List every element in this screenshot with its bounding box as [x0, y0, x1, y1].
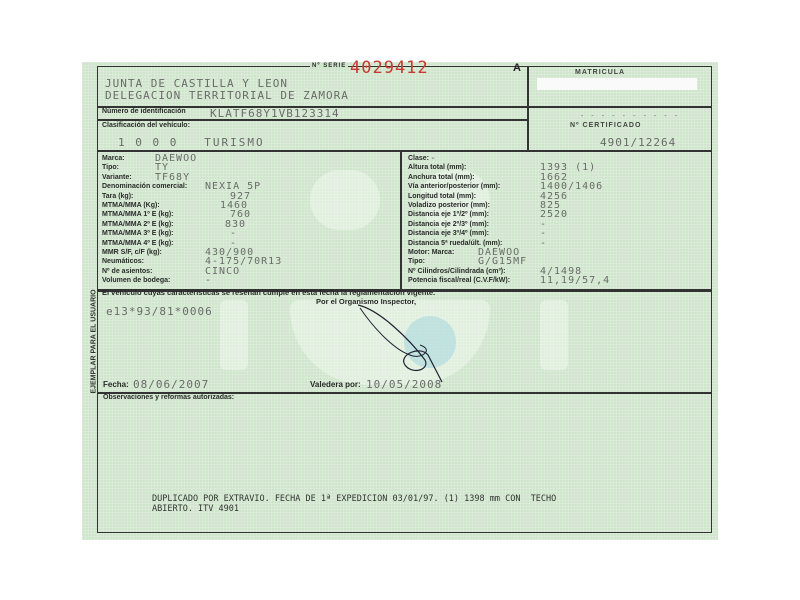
class-value: 1 0 0 0 TURISMO	[118, 136, 265, 149]
field-value: 1393 (1)	[540, 162, 597, 174]
field-value: -	[430, 153, 438, 164]
field-value: -	[540, 228, 548, 240]
field-value: 1460	[220, 200, 249, 211]
field-label: Clase:	[408, 155, 430, 162]
field-value: -	[540, 218, 548, 230]
issuer-line2: DELEGACION TERRITORIAL DE ZAMORA	[105, 89, 349, 102]
field-label: Variante:	[102, 173, 132, 181]
field-label: Voladizo posterior (mm):	[408, 202, 490, 209]
field-value: TF68Y	[155, 171, 191, 183]
field-label: MMR S/F, c/F (kg):	[102, 249, 162, 256]
field-label: Marca:	[102, 155, 125, 162]
field-value: TY	[155, 162, 170, 174]
inspector-label: Por el Organismo Inspector,	[316, 297, 417, 306]
field-label: Altura total (mm):	[408, 164, 467, 172]
matricula-label: MATRICULA	[575, 69, 626, 76]
field-value: 430/900	[205, 247, 255, 258]
valedera-value: 10/05/2008	[366, 378, 443, 391]
field-value: DAEWOO	[155, 153, 198, 164]
field-label: Volumen de bodega:	[102, 277, 171, 285]
field-value: 830	[225, 218, 247, 230]
observations-label: Observaciones y reformas autorizadas:	[103, 394, 235, 401]
field-label: MTMA/MMA 4º E (kg):	[102, 239, 174, 247]
field-label: Distancia eje 3º/4º (mm):	[408, 230, 489, 238]
field-value: 4/1498	[540, 265, 583, 277]
field-label: MTMA/MMA (Kg):	[102, 202, 160, 209]
field-label: Distancia eje 1º/2º (mm):	[408, 211, 489, 219]
field-value: G/G15MF	[478, 256, 528, 268]
serie-number: 4029412	[350, 58, 429, 78]
field-label: Longitud total (mm):	[408, 192, 477, 200]
field-label: MTMA/MMA 3º E (kg):	[102, 230, 174, 238]
field-value: 1400/1406	[540, 181, 604, 193]
field-label: Tara (kg):	[102, 192, 134, 200]
id-label: Número de identificación	[102, 108, 186, 115]
field-label: Neumáticos:	[102, 258, 145, 266]
observations-line2: ABIERTO. ITV 4901	[152, 504, 239, 514]
field-label: Nº Cilindros/Cilindrada (cm³):	[408, 267, 506, 275]
field-label: Distancia 5ª rueda/últ. (mm):	[408, 239, 503, 247]
copy-label: EJEMPLAR PARA EL USUARIO	[90, 289, 98, 394]
matricula-field	[537, 78, 697, 90]
field-value: 11,19/57,4	[540, 275, 611, 287]
cert-value: 4901/12264	[600, 136, 677, 149]
field-value: 1662	[540, 171, 569, 183]
field-label: MTMA/MMA 2º E (kg):	[102, 220, 174, 228]
field-label: Motor: Marca:	[408, 249, 455, 256]
issuer-line1: JUNTA DE CASTILLA Y LEON	[105, 77, 288, 90]
field-value: -	[230, 237, 238, 249]
field-value: -	[205, 275, 213, 287]
homologation-number: e13*93/81*0006	[106, 305, 213, 318]
field-label: Tipo:	[408, 258, 425, 266]
fecha-value: 08/06/2007	[133, 378, 210, 391]
field-value: DAEWOO	[478, 247, 521, 258]
field-value: 927	[230, 190, 252, 202]
cert-label: Nº CERTIFICADO	[570, 122, 642, 129]
field-label: Denominación comercial:	[102, 183, 188, 191]
field-label: Nº de asientos:	[102, 267, 153, 275]
field-value: 2520	[540, 209, 569, 221]
id-value: KLATF68Y1VB123314	[210, 107, 340, 120]
field-value: 4-175/70R13	[205, 256, 283, 268]
field-label: MTMA/MMA 1º E (kg):	[102, 211, 174, 219]
field-label: Potencia fiscal/real (C.V.F/kW):	[408, 277, 511, 285]
field-value: CINCO	[205, 265, 241, 277]
field-label: Distancia eje 2º/3º (mm):	[408, 220, 489, 228]
serie-suffix: A	[513, 62, 521, 74]
field-value: -	[540, 237, 548, 249]
field-label: Tipo:	[102, 164, 119, 172]
fecha-label: Fecha:	[103, 380, 129, 389]
observations-line1: DUPLICADO POR EXTRAVIO. FECHA DE 1ª EXPEDICION 03/01/97. (1) 1398 mm CON TECHO	[152, 494, 557, 504]
field-label: Vía anterior/posterior (mm):	[408, 183, 501, 191]
compliance-statement: El vehículo cuyas características se reseñan cumple en esta fecha la reglamentación vigente.	[102, 288, 436, 297]
class-label: Clasificación del vehículo:	[102, 122, 190, 129]
dashes: - - - - - - - - - -	[580, 112, 680, 120]
serie-label: Nº SERIE	[312, 63, 347, 69]
field-value: 760	[230, 209, 252, 221]
field-value: -	[230, 228, 238, 240]
field-value: NEXIA 5P	[205, 181, 262, 193]
field-label: Anchura total (mm):	[408, 173, 475, 181]
field-value: 4256	[540, 190, 569, 202]
field-value: 825	[540, 200, 562, 211]
signature-stamp	[350, 300, 470, 390]
valedera-label: Valedera por:	[310, 380, 361, 389]
